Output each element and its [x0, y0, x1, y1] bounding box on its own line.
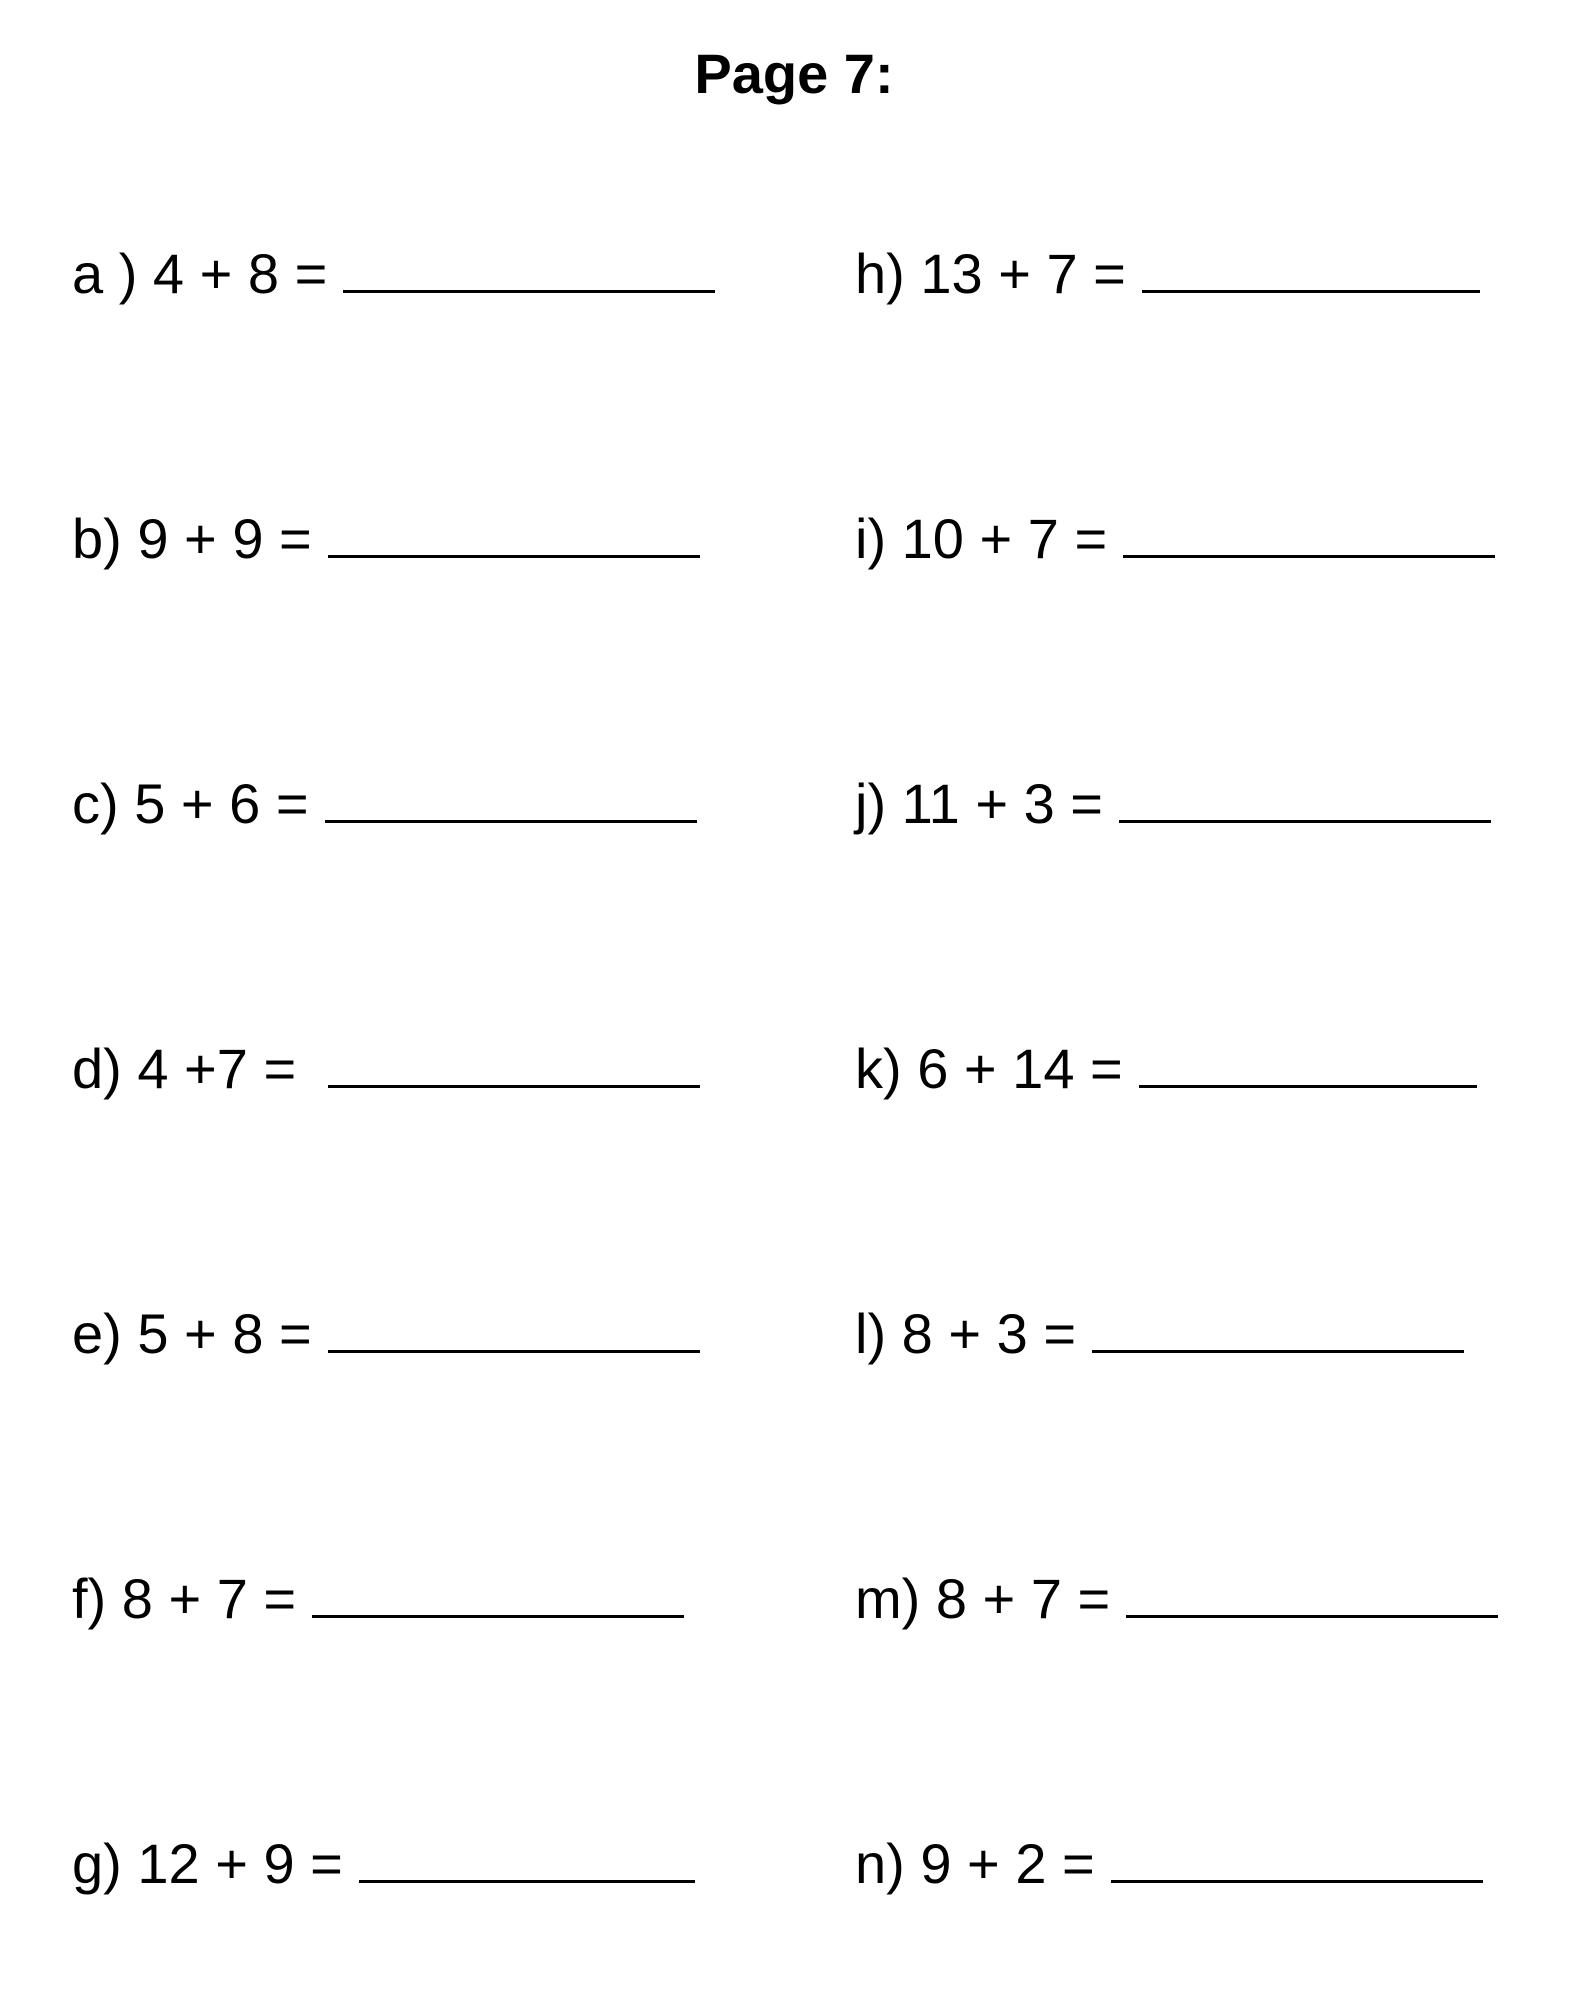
problem-label: g) 12 + 9 =	[72, 1832, 343, 1895]
problem-label: f) 8 + 7 =	[72, 1567, 297, 1630]
problem-label: j) 11 + 3 =	[855, 772, 1104, 835]
answer-blank-l[interactable]	[1092, 1298, 1464, 1353]
problem-g	[72, 1828, 695, 1900]
problem-d	[72, 1033, 700, 1105]
answer-blank-e[interactable]	[328, 1298, 700, 1353]
answer-blank-f[interactable]	[312, 1563, 684, 1618]
problem-label: c) 5 + 6 =	[72, 772, 309, 835]
problem-label: e) 5 + 8 =	[72, 1302, 312, 1365]
problem-e	[72, 1298, 700, 1370]
problem-label: l) 8 + 3 =	[855, 1302, 1077, 1365]
problem-c	[72, 768, 697, 840]
answer-blank-i[interactable]	[1123, 503, 1495, 558]
problem-h	[855, 238, 1480, 310]
answer-blank-a[interactable]	[343, 238, 715, 293]
answer-blank-n[interactable]	[1111, 1828, 1483, 1883]
answer-blank-k[interactable]	[1139, 1033, 1477, 1088]
problem-k	[855, 1033, 1477, 1105]
answer-blank-g[interactable]	[359, 1828, 695, 1883]
answer-blank-j[interactable]	[1119, 768, 1491, 823]
problem-l	[855, 1298, 1464, 1370]
problem-b	[72, 503, 700, 575]
problem-label: k) 6 + 14 =	[855, 1037, 1123, 1100]
answer-blank-b[interactable]	[328, 503, 700, 558]
answer-blank-m[interactable]	[1126, 1563, 1498, 1618]
problem-f	[72, 1563, 684, 1635]
problem-i	[855, 503, 1495, 575]
answer-blank-d[interactable]	[328, 1033, 700, 1088]
problem-label: n) 9 + 2 =	[855, 1832, 1095, 1895]
problem-j	[855, 768, 1491, 840]
problem-m	[855, 1563, 1498, 1635]
problem-label: a ) 4 + 8 =	[72, 242, 328, 305]
problem-label: i) 10 + 7 =	[855, 507, 1108, 570]
problem-n	[855, 1828, 1483, 1900]
answer-blank-h[interactable]	[1142, 238, 1480, 293]
problem-label: b) 9 + 9 =	[72, 507, 312, 570]
problem-a	[72, 238, 715, 310]
problem-label: h) 13 + 7 =	[855, 242, 1126, 305]
answer-blank-c[interactable]	[325, 768, 697, 823]
problem-label: m) 8 + 7 =	[855, 1567, 1111, 1630]
problem-label: d) 4 +7 =	[72, 1037, 297, 1100]
page-title: Page 7:	[694, 42, 894, 105]
